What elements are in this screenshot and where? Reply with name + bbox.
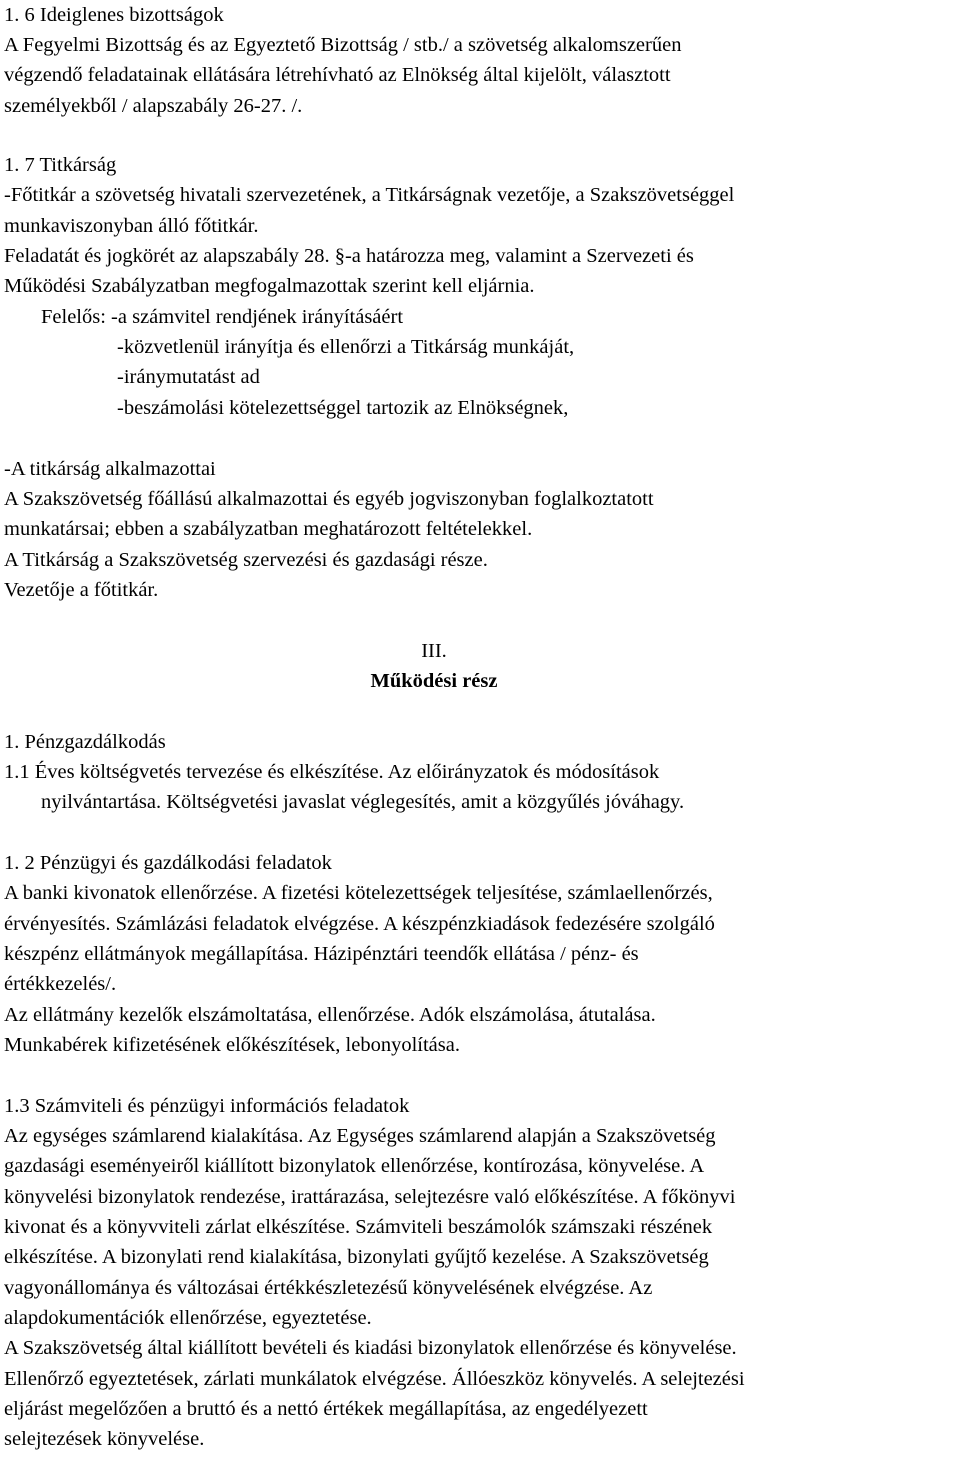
paragraph-line: könyvelési bizonylatok rendezése, irattárazása, selejtezésre való előkészítése. A főkönyvi bbox=[4, 1186, 736, 1208]
paragraph-line: munkaviszonyban álló főtitkár. bbox=[4, 215, 259, 237]
paragraph-line: A banki kivonatok ellenőrzése. A fizetési kötelezettségek teljesítése, számlaellenőrzés, bbox=[4, 882, 713, 904]
paragraph-line: -Főtitkár a szövetség hivatali szervezetének, a Titkárságnak vezetője, a Szakszövetséggel bbox=[4, 184, 735, 206]
responsible-line: -közvetlenül irányítja és ellenőrzi a Titkárság munkáját, bbox=[117, 336, 575, 358]
part-title: Működési rész bbox=[370, 670, 498, 692]
section-heading-1-2: 1. 2 Pénzügyi és gazdálkodási feladatok bbox=[4, 852, 332, 874]
paragraph-line: Működési Szabályzatban megfogalmazottak szerint kell eljárnia. bbox=[4, 275, 535, 297]
paragraph-line: nyilvántartása. Költségvetési javaslat véglegesítés, amit a közgyűlés jóváhagy. bbox=[41, 791, 685, 813]
paragraph-line: gazdasági eseményeiről kiállított bizonylatok ellenőrzése, kontírozása, könyvelése. A bbox=[4, 1155, 705, 1177]
paragraph-line: elkészítése. A bizonylati rend kialakítása, bizonylati gyűjtő kezelése. A Szakszövetség bbox=[4, 1246, 709, 1268]
section-heading-1: 1. Pénzgazdálkodás bbox=[4, 731, 166, 753]
paragraph-line: A Szakszövetség által kiállított bevételi és kiadási bizonylatok ellenőrzése és könyvelése. bbox=[4, 1337, 737, 1359]
section-heading-1-7: 1. 7 Titkárság bbox=[4, 154, 117, 176]
paragraph-line: A Szakszövetség főállású alkalmazottai és egyéb jogviszonyban foglalkoztatott bbox=[4, 488, 654, 510]
responsible-line: -iránymutatást ad bbox=[117, 366, 260, 388]
section-heading-1-6: 1. 6 Ideiglenes bizottságok bbox=[4, 4, 224, 26]
paragraph-line: kivonat és a könyvviteli zárlat elkészítése. Számviteli beszámolók számszaki részének bbox=[4, 1216, 713, 1238]
paragraph-line: Feladatát és jogkörét az alapszabály 28. §-a határozza meg, valamint a Szervezeti és bbox=[4, 245, 694, 267]
responsible-line: -beszámolási kötelezettséggel tartozik az Elnökségnek, bbox=[117, 397, 569, 419]
paragraph-line: munkatársai; ebben a szabályzatban meghatározott feltételekkel. bbox=[4, 518, 533, 540]
paragraph-line: Az egységes számlarend kialakítása. Az Egységes számlarend alapján a Szakszövetség bbox=[4, 1125, 716, 1147]
paragraph-line: személyekből / alapszabály 26-27. /. bbox=[4, 95, 303, 117]
responsible-line: Felelős: -a számvitel rendjének irányításáért bbox=[41, 306, 404, 328]
paragraph-line: Az ellátmány kezelők elszámoltatása, ellenőrzése. Adók elszámolása, átutalása. bbox=[4, 1004, 656, 1026]
paragraph-line: Ellenőrző egyeztetések, zárlati munkálatok elvégzése. Állóeszköz könyvelés. A selejtezési bbox=[4, 1368, 745, 1390]
paragraph-line: A Fegyelmi Bizottság és az Egyeztető Bizottság / stb./ a szövetség alkalomszerűen bbox=[4, 34, 682, 56]
paragraph-line: A Titkárság a Szakszövetség szervezési és gazdasági része. bbox=[4, 549, 488, 571]
paragraph-line: vagyonállománya és változásai értékkészletezésű könyvelésének elvégzése. Az bbox=[4, 1277, 653, 1299]
section-heading-1-3: 1.3 Számviteli és pénzügyi információs feladatok bbox=[4, 1095, 410, 1117]
paragraph-line: készpénz ellátmányok megállapítása. Házipénztári teendők ellátása / pénz- és bbox=[4, 943, 639, 965]
part-number: III. bbox=[421, 640, 447, 662]
paragraph-line: selejtezések könyvelése. bbox=[4, 1428, 205, 1450]
paragraph-line: alapdokumentációk ellenőrzése, egyeztetése. bbox=[4, 1307, 372, 1329]
paragraph-line: értékkezelés/. bbox=[4, 973, 117, 995]
paragraph-line: eljárást megelőzően a bruttó és a nettó értékek megállapítása, az engedélyezett bbox=[4, 1398, 648, 1420]
paragraph-line: Munkabérek kifizetésének előkészítések, lebonyolítása. bbox=[4, 1034, 460, 1056]
paragraph-line: érvényesítés. Számlázási feladatok elvégzése. A készpénzkiadások fedezésére szolgáló bbox=[4, 913, 715, 935]
staff-heading: -A titkárság alkalmazottai bbox=[4, 458, 216, 480]
paragraph-line: Vezetője a főtitkár. bbox=[4, 579, 159, 601]
paragraph-line: végzendő feladatainak ellátására létrehívható az Elnökség által kijelölt, választott bbox=[4, 64, 671, 86]
paragraph-line: 1.1 Éves költségvetés tervezése és elkészítése. Az előirányzatok és módosítások bbox=[4, 761, 660, 783]
